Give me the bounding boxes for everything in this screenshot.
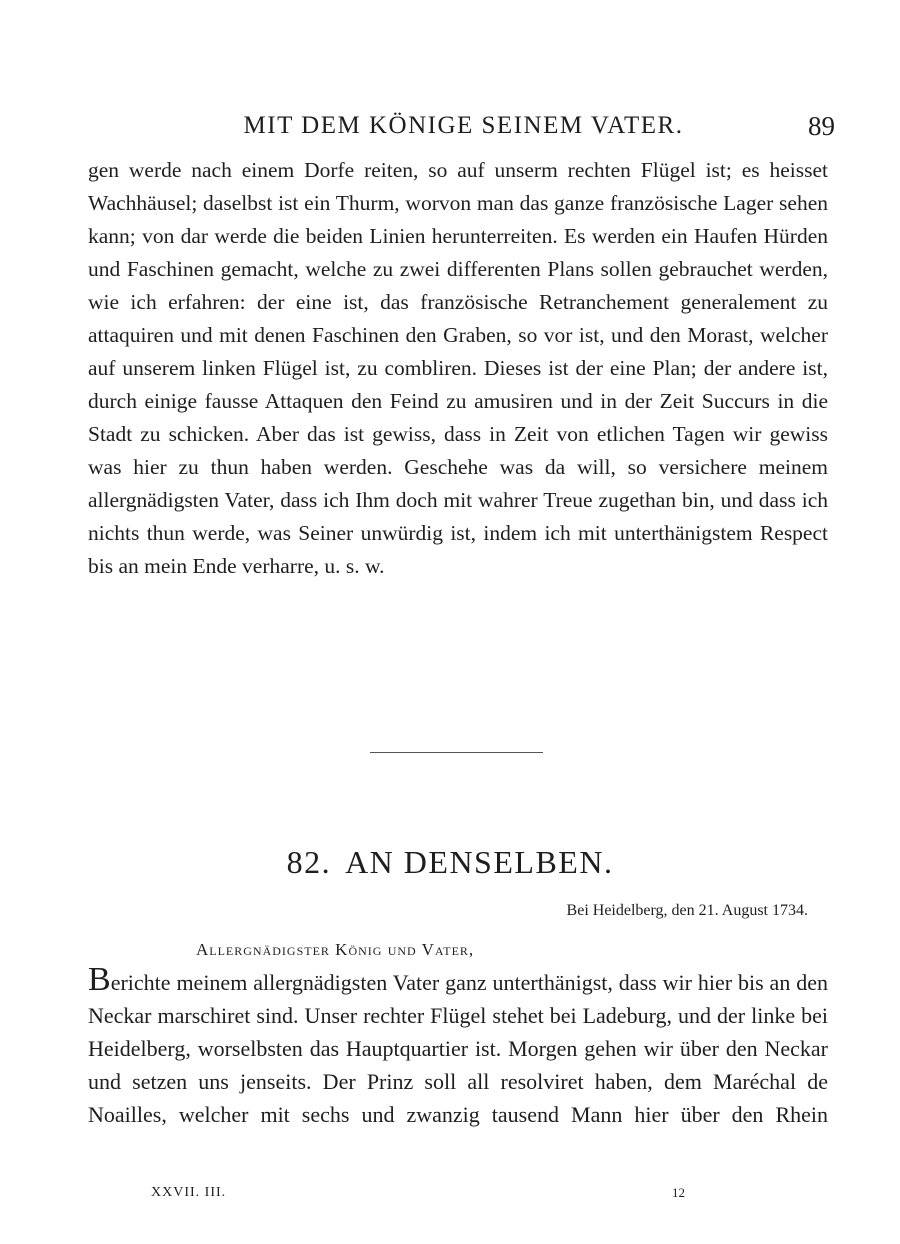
letter-heading [0,842,900,882]
letter-body-text: erichte meinem allergnädigsten Vater ganz unterthänigst, dass wir hier bis an den Neckar marschiret sind. Unser rechter Flügel stehet bei Ladeburg, und der linke bei Heidelberg, worselbsten das Hauptquartier ist. Morgen gehen wir über den Neckar und setzen uns jenseits. Der Prinz soll all resolviret haben, dem Maréchal de Noailles, welcher mit sechs und zwanzig tausend Mann hier über den Rhein [88,970,828,1127]
drop-initial: B [88,961,111,998]
letter-salutation: Allergnädigster König und Vater, [196,940,475,959]
letter-number: 82. [286,844,332,880]
running-head [0,111,900,141]
footer-signature: XXVII. III. [151,1185,227,1200]
letter-dateline: Bei Heidelberg, den 21. August 1734. [566,902,808,919]
running-title: MIT DEM KÖNIGE SEINEM VATER. [243,112,684,139]
letter-body [88,961,828,1131]
letter-title: AN DENSELBEN. [345,844,614,880]
section-divider [370,752,543,753]
footer-sheet-number: 12 [672,1185,685,1200]
page-number: 89 [808,111,835,141]
previous-letter-text: gen werde nach einem Dorfe reiten, so auf unserm rechten Flügel ist; es heisset Wachhäusel; daselbst ist ein Thurm, worvon man das ganze französische Lager sehen kann; von dar werde die beiden Linien herunterreiten. Es werden ein Haufen Hürden und Faschinen gemacht, welche zu zwei differenten Plans sollen gebrauchet werden, wie ich erfahren: der eine ist, das französische Retranchement generalement zu attaquiren und mit denen Faschinen den Graben, so vor ist, und den Morast, welcher auf unserem linken Flügel ist, zu combliren. Dieses ist der eine Plan; der andere ist, durch einige fausse Attaquen den Feind zu amusiren und in der Zeit Succurs in die Stadt zu schicken. Aber das ist gewiss, dass in Zeit von etlichen Tagen wir gewiss was hier zu thun haben werden. Geschehe was da will, so versichere meinem allergnädigsten Vater, dass ich Ihm doch mit wahrer Treue zugethan bin, und dass ich nichts thun werde, was Seiner unwürdig ist, indem ich mit unterthänigstem Respect bis an mein Ende verharre, u. s. w. [88,158,828,578]
